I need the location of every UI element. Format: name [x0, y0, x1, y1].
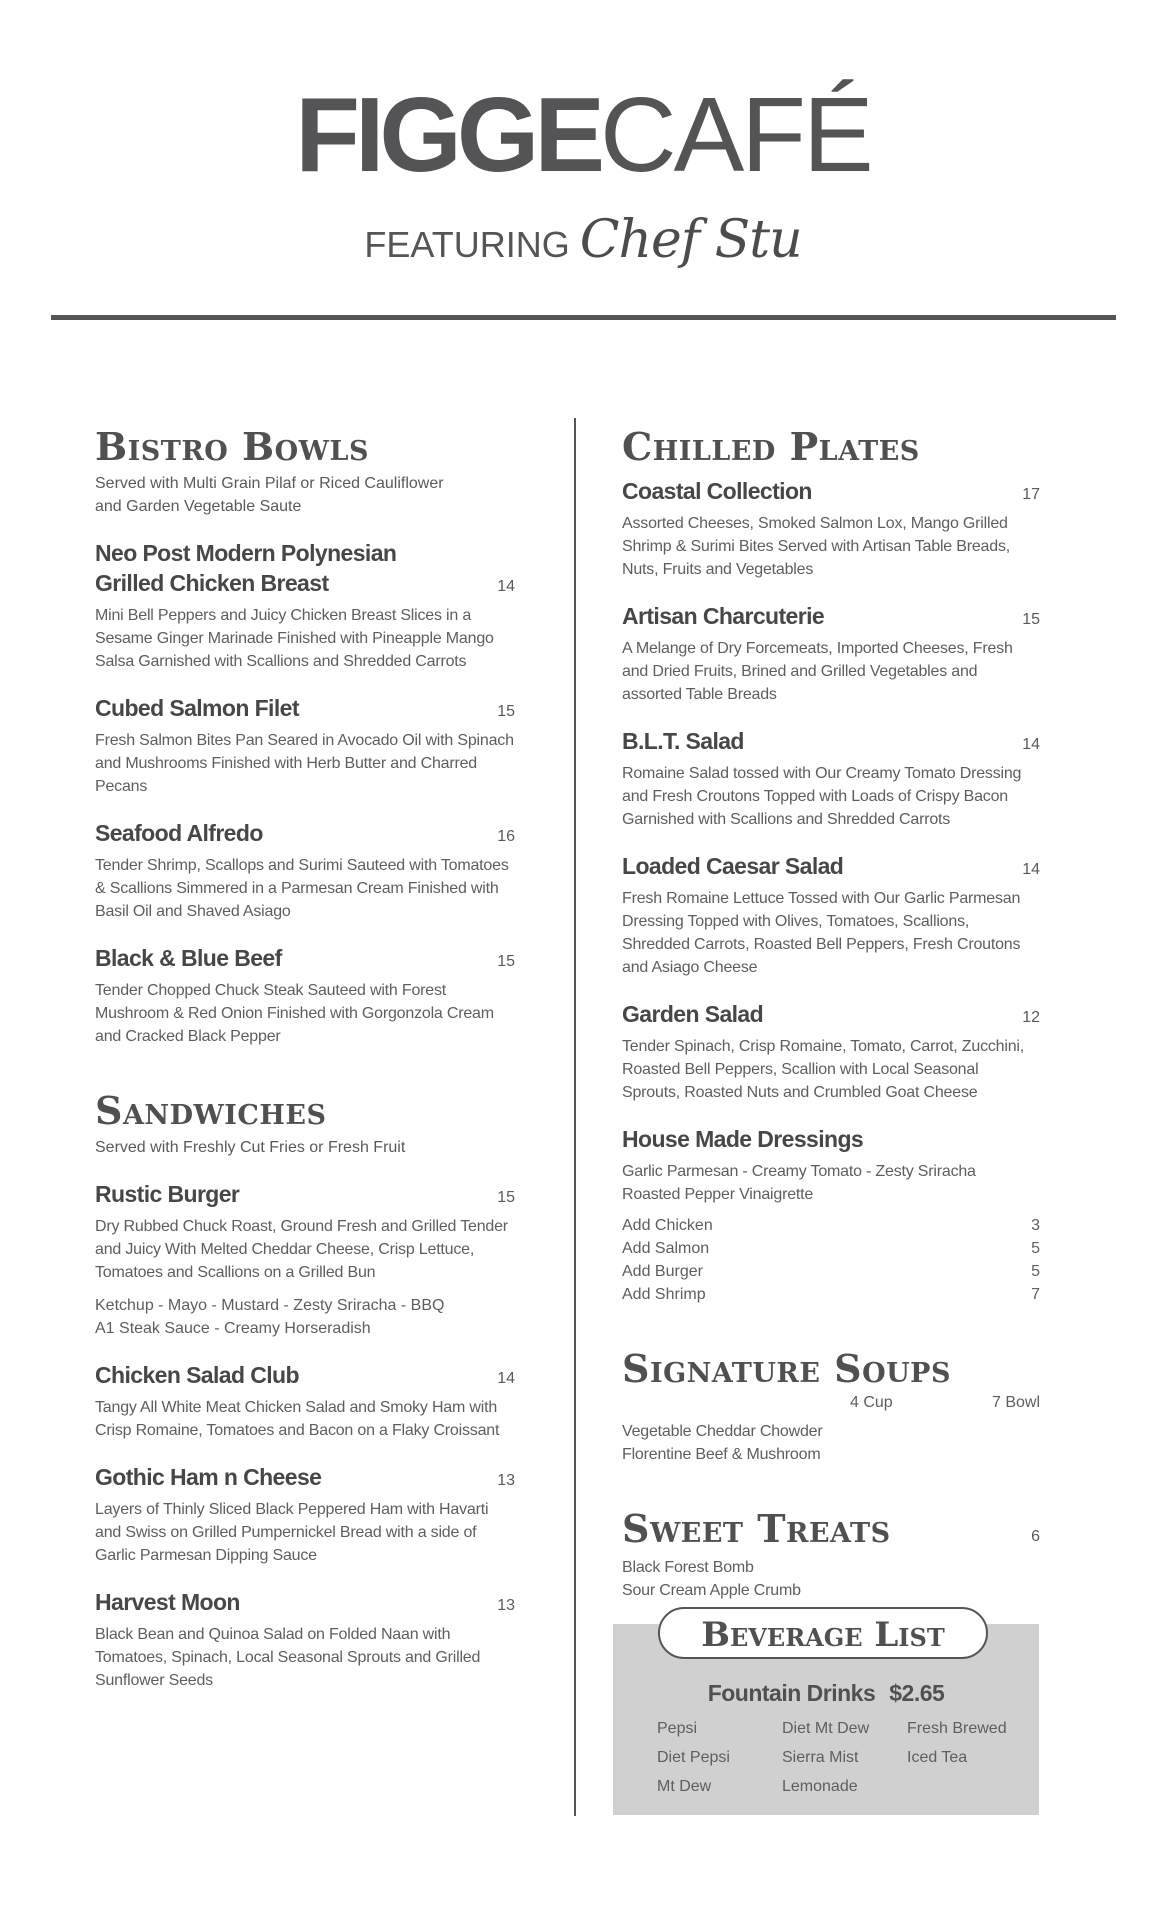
item-description: Black Bean and Quinoa Salad on Folded Naan with Tomatoes, Spinach, Local Seasonal Sprouts and Grilled Sunflower Seeds	[95, 1626, 481, 1689]
item-price: 15	[497, 953, 515, 970]
menu-item	[622, 476, 1040, 581]
item-price: 13	[497, 1597, 515, 1614]
add-on-row	[622, 1237, 1040, 1260]
item-name: House Made Dressings	[622, 1126, 864, 1152]
add-on-price: 7	[1031, 1286, 1040, 1303]
column-divider	[574, 418, 576, 1816]
drink-item: Mt Dew	[657, 1778, 712, 1795]
add-on-label: Add Burger	[622, 1263, 703, 1280]
left-column	[95, 424, 515, 1692]
dressing-line: Roasted Pepper Vinaigrette	[622, 1186, 814, 1203]
add-on-label: Add Shrimp	[622, 1286, 706, 1303]
subtitle-line: and Garden Vegetable Saute	[95, 498, 302, 515]
item-description: Fresh Romaine Lettuce Tossed with Our Garlic Parmesan Dressing Topped with Olives, Tomatoes, Scallions, Shredded Carrots, Roasted Bell Peppers, Fresh Croutons and Asiago Cheese	[622, 890, 1021, 976]
treat-item: Black Forest Bomb	[622, 1559, 754, 1576]
menu-item	[95, 943, 515, 1048]
dressing-list	[622, 1160, 1040, 1206]
featuring-label: FEATURING	[364, 224, 570, 265]
item-description: Tender Shrimp, Scallops and Surimi Sauteed with Tomatoes & Scallions Simmered in a Parmesan Cream Finished with Basil Oil and Shaved Asiago	[95, 857, 509, 920]
beverage-title: Beverage List	[658, 1607, 988, 1659]
item-name: Black & Blue Beef	[95, 945, 282, 971]
item-name: B.L.T. Salad	[622, 728, 744, 754]
sauce-options	[95, 1294, 515, 1340]
item-description: Tangy All White Meat Chicken Salad and Smoky Ham with Crisp Romaine, Tomatoes and Bacon on a Flaky Croissant	[95, 1399, 500, 1439]
item-name: Artisan Charcuterie	[622, 603, 825, 629]
item-price: 14	[1022, 736, 1040, 753]
soup-sizes	[622, 1394, 1040, 1412]
add-ons-list	[622, 1214, 1040, 1306]
item-name: Garden Salad	[622, 1001, 764, 1027]
soup-list	[622, 1420, 1040, 1466]
add-on-price: 3	[1031, 1217, 1040, 1234]
menu-item	[95, 1179, 515, 1340]
add-on-price: 5	[1031, 1263, 1040, 1280]
item-name: Rustic Burger	[95, 1181, 240, 1207]
section-title: Signature Soups	[622, 1346, 951, 1391]
item-description: Dry Rubbed Chuck Roast, Ground Fresh and Grilled Tender and Juicy With Melted Cheddar Cheese, Crisp Lettuce, Tomatoes and Scallions on a Grilled Bun	[95, 1218, 508, 1281]
logo-figge: FIGGE	[295, 76, 601, 194]
fountain-drinks-price: $2.65	[889, 1680, 945, 1706]
featuring-line	[0, 210, 1166, 270]
item-price: 15	[1022, 611, 1040, 628]
fountain-drinks-heading	[613, 1680, 1039, 1707]
item-name: Coastal Collection	[622, 478, 812, 504]
item-price: 15	[497, 1189, 515, 1206]
item-name: Harvest Moon	[95, 1589, 240, 1615]
section-title: Bistro Bowls	[95, 424, 369, 469]
add-on-label: Add Salmon	[622, 1240, 710, 1257]
drink-item: Sierra Mist	[782, 1749, 859, 1766]
section-signature-soups	[622, 1346, 1040, 1466]
item-price: 14	[497, 1370, 515, 1387]
section-bistro-bowls	[95, 424, 515, 1048]
menu-item	[622, 726, 1040, 831]
cafe-logo	[0, 76, 1166, 194]
treats-price: 6	[1031, 1528, 1040, 1545]
dressings-block	[622, 1124, 1040, 1306]
item-description: A Melange of Dry Forcemeats, Imported Cheeses, Fresh and Dried Fruits, Brined and Grilled Vegetables and assorted Table Breads	[622, 640, 1013, 703]
section-sweet-treats	[622, 1506, 1040, 1602]
right-column	[622, 424, 1040, 1602]
item-description: Tender Chopped Chuck Steak Sauteed with Forest Mushroom & Red Onion Finished with Gorgonzola Cream and Cracked Black Pepper	[95, 982, 494, 1045]
bowl-price: 7 Bowl	[991, 1394, 1040, 1411]
item-name-line: Neo Post Modern Polynesian	[95, 540, 397, 566]
menu-item	[95, 1587, 515, 1692]
drink-item: Diet Pepsi	[657, 1749, 730, 1766]
section-title: Chilled Plates	[622, 424, 920, 469]
item-price: 12	[1022, 1009, 1040, 1026]
item-name: Cubed Salmon Filet	[95, 695, 299, 721]
drink-item: Fresh Brewed	[907, 1720, 1007, 1737]
dressing-line: Garlic Parmesan - Creamy Tomato - Zesty Sriracha	[622, 1163, 976, 1180]
menu-item	[622, 999, 1040, 1104]
section-subtitle: Served with Freshly Cut Fries or Fresh Fruit	[95, 1139, 406, 1156]
drink-item: Pepsi	[657, 1720, 698, 1737]
sauce-line: Ketchup - Mayo - Mustard - Zesty Sriracha - BBQ	[95, 1297, 445, 1314]
item-name: Chicken Salad Club	[95, 1362, 299, 1388]
menu-item	[95, 818, 515, 923]
cup-price: 4 Cup	[850, 1394, 893, 1411]
menu-item	[95, 538, 515, 673]
menu-item	[622, 851, 1040, 979]
sauce-line: A1 Steak Sauce - Creamy Horseradish	[95, 1320, 371, 1337]
menu-item	[95, 1360, 515, 1442]
header-divider	[51, 315, 1116, 320]
chef-name: Chef Stu	[579, 210, 802, 270]
treat-item: Sour Cream Apple Crumb	[622, 1582, 801, 1599]
soup-item: Florentine Beef & Mushroom	[622, 1446, 821, 1463]
logo-cafe: CAFÉ	[600, 76, 871, 194]
item-price: 14	[1022, 861, 1040, 878]
item-name: Loaded Caesar Salad	[622, 853, 844, 879]
item-description: Layers of Thinly Sliced Black Peppered Ham with Havarti and Swiss on Grilled Pumpernickel Bread with a side of Garlic Parmesan Dipping Sauce	[95, 1501, 489, 1564]
treat-list	[622, 1556, 1040, 1602]
item-price: 17	[1022, 486, 1040, 503]
item-price: 16	[497, 828, 515, 845]
item-description: Romaine Salad tossed with Our Creamy Tomato Dressing and Fresh Croutons Topped with Loads of Crispy Bacon Garnished with Scallions and Shredded Carrots	[622, 765, 1022, 828]
drink-item: Lemonade	[782, 1778, 858, 1795]
item-name: Gothic Ham n Cheese	[95, 1464, 322, 1490]
add-on-row	[622, 1283, 1040, 1306]
menu-item	[622, 601, 1040, 706]
item-description: Mini Bell Peppers and Juicy Chicken Breast Slices in a Sesame Ginger Marinade Finished with Pineapple Mango Salsa Garnished with Scallions and Shredded Carrots	[95, 607, 494, 670]
fountain-drinks-label: Fountain Drinks	[707, 1680, 876, 1706]
item-price: 15	[497, 703, 515, 720]
drink-item: Diet Mt Dew	[782, 1720, 870, 1737]
section-title: Sweet Treats	[622, 1506, 891, 1551]
item-description: Assorted Cheeses, Smoked Salmon Lox, Mango Grilled Shrimp & Surimi Bites Served with Artisan Table Breads, Nuts, Fruits and Vegetables	[622, 515, 1010, 578]
soup-item: Vegetable Cheddar Chowder	[622, 1423, 823, 1440]
subtitle-line: Served with Multi Grain Pilaf or Riced Cauliflower	[95, 475, 444, 492]
section-subtitle	[95, 472, 515, 518]
section-title: Sandwiches	[95, 1088, 327, 1133]
drink-item: Iced Tea	[907, 1749, 968, 1766]
menu-header	[0, 0, 1166, 330]
add-on-price: 5	[1031, 1240, 1040, 1257]
item-price: 14	[497, 578, 515, 595]
drinks-grid	[657, 1717, 1032, 1798]
section-sandwiches	[95, 1088, 515, 1692]
item-price: 13	[497, 1472, 515, 1489]
add-on-row	[622, 1260, 1040, 1283]
item-name	[95, 538, 396, 598]
item-name-line: Grilled Chicken Breast	[95, 570, 329, 596]
menu-item	[95, 1462, 515, 1567]
add-on-row	[622, 1214, 1040, 1237]
section-chilled-plates	[622, 424, 1040, 1306]
item-name: Seafood Alfredo	[95, 820, 263, 846]
item-description: Tender Spinach, Crisp Romaine, Tomato, Carrot, Zucchini, Roasted Bell Peppers, Scallion with Local Seasonal Sprouts, Roasted Nuts and Crumbled Goat Cheese	[622, 1038, 1025, 1101]
add-on-label: Add Chicken	[622, 1217, 713, 1234]
menu-item	[95, 693, 515, 798]
item-description: Fresh Salmon Bites Pan Seared in Avocado Oil with Spinach and Mushrooms Finished with Herb Butter and Charred Pecans	[95, 732, 514, 795]
